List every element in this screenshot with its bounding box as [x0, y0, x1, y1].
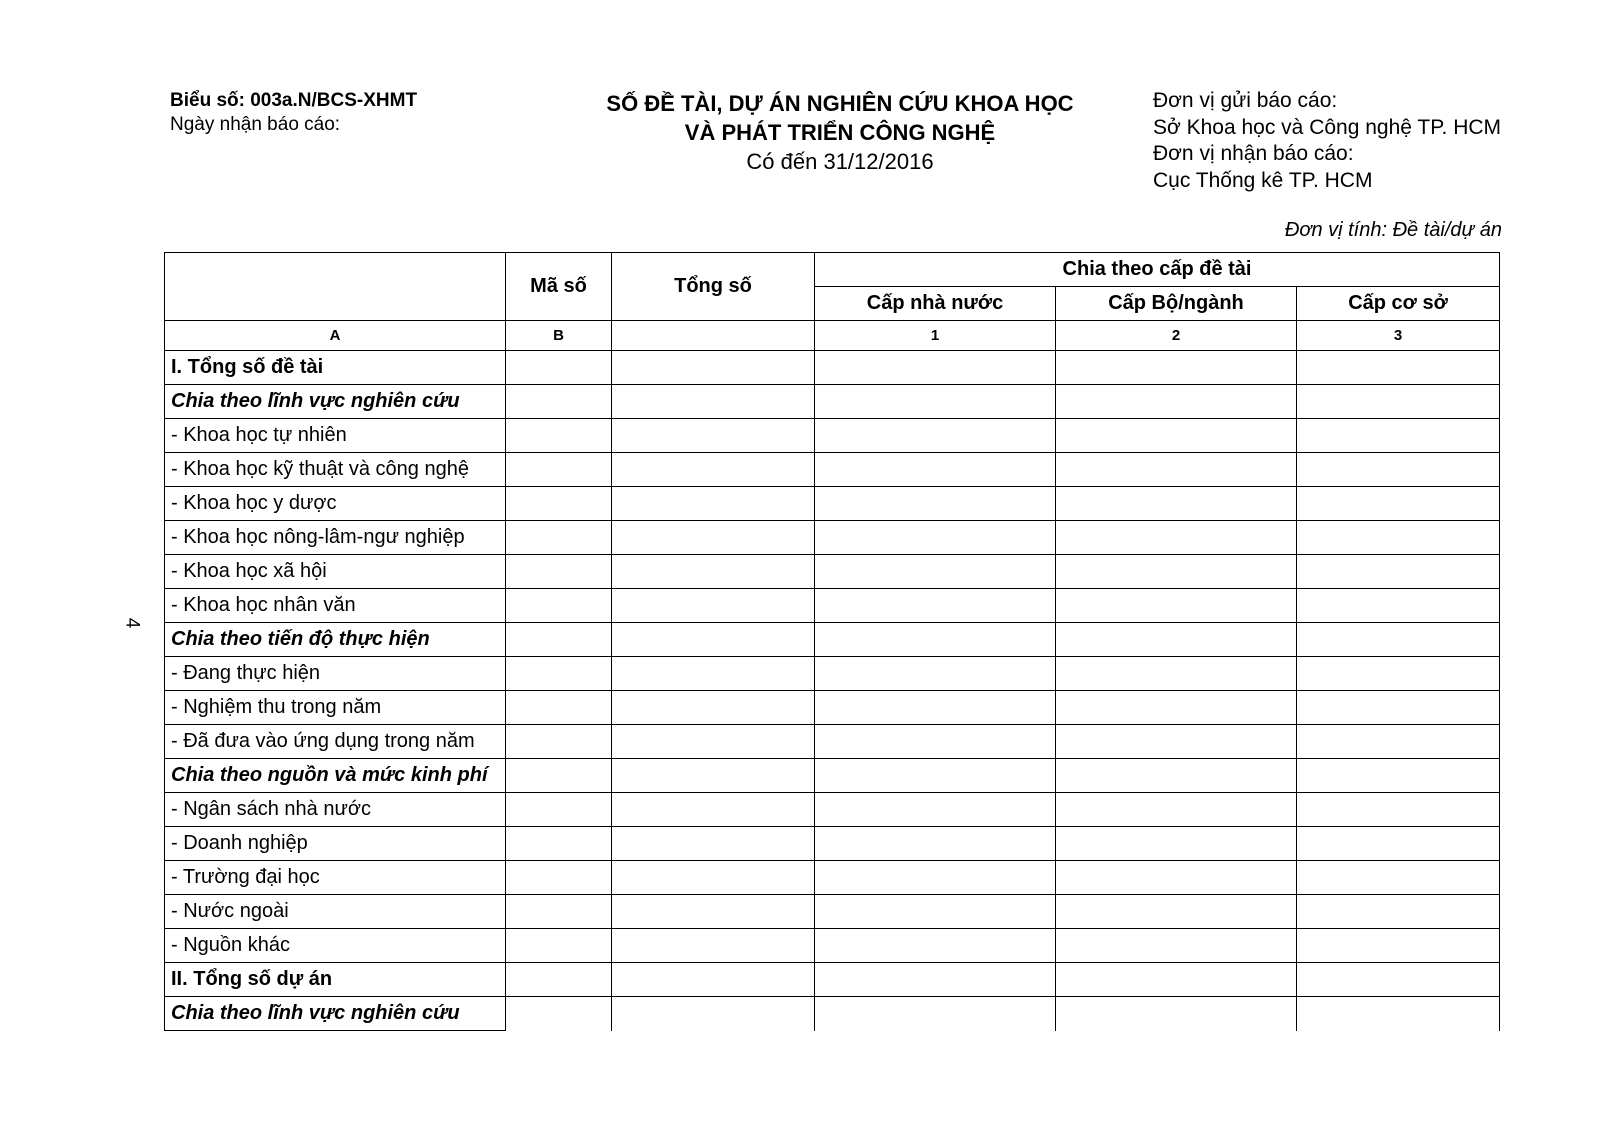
value-cell[interactable]: [1056, 759, 1297, 793]
value-cell[interactable]: [815, 691, 1056, 725]
index-row: [165, 321, 1500, 351]
value-cell[interactable]: [1056, 861, 1297, 895]
value-cell[interactable]: [612, 929, 815, 963]
value-cell[interactable]: [1056, 589, 1297, 623]
report-title-block: [560, 89, 1120, 176]
table-row: [165, 657, 1500, 691]
value-cell[interactable]: [1297, 351, 1500, 385]
value-cell[interactable]: [1297, 997, 1500, 1031]
row-label: - Khoa học xã hội: [165, 555, 506, 589]
row-label: Chia theo lĩnh vực nghiên cứu: [165, 385, 506, 419]
value-cell[interactable]: [1056, 555, 1297, 589]
value-cell[interactable]: [815, 861, 1056, 895]
value-cell[interactable]: [815, 963, 1056, 997]
value-cell[interactable]: [1056, 725, 1297, 759]
value-cell[interactable]: [1056, 623, 1297, 657]
value-cell[interactable]: [506, 793, 612, 827]
value-cell[interactable]: [815, 351, 1056, 385]
value-cell[interactable]: [1056, 997, 1297, 1031]
header-blank-cell: [165, 253, 506, 321]
value-cell[interactable]: [1297, 895, 1500, 929]
value-cell[interactable]: [506, 351, 612, 385]
value-cell[interactable]: [1056, 691, 1297, 725]
value-cell[interactable]: [815, 521, 1056, 555]
row-label: II. Tổng số dự án: [165, 963, 506, 997]
value-cell[interactable]: [1297, 657, 1500, 691]
value-cell[interactable]: [1056, 963, 1297, 997]
value-cell[interactable]: [506, 589, 612, 623]
header-left: [170, 89, 417, 137]
row-label: - Ngân sách nhà nước: [165, 793, 506, 827]
value-cell[interactable]: [815, 793, 1056, 827]
value-cell[interactable]: [815, 657, 1056, 691]
value-cell[interactable]: [815, 997, 1056, 1031]
value-cell[interactable]: [1297, 827, 1500, 861]
value-cell[interactable]: [815, 895, 1056, 929]
value-cell[interactable]: [815, 623, 1056, 657]
table-row: [165, 827, 1500, 861]
value-cell[interactable]: [506, 487, 612, 521]
value-cell[interactable]: [815, 487, 1056, 521]
value-cell[interactable]: [506, 521, 612, 555]
value-cell[interactable]: [506, 997, 612, 1031]
value-cell[interactable]: [815, 589, 1056, 623]
header-total: Tổng số: [612, 253, 815, 321]
value-cell[interactable]: [815, 725, 1056, 759]
table-row: [165, 895, 1500, 929]
report-date: Có đến 31/12/2016: [746, 149, 934, 174]
value-cell[interactable]: [1056, 521, 1297, 555]
row-label: - Đang thực hiện: [165, 657, 506, 691]
row-label: - Đã đưa vào ứng dụng trong năm: [165, 725, 506, 759]
row-label: Chia theo nguồn và mức kinh phí: [165, 759, 506, 793]
page-number: 4: [121, 617, 143, 629]
receiver-label: Đơn vị nhận báo cáo:: [1153, 142, 1354, 165]
value-cell[interactable]: [506, 827, 612, 861]
row-label: I. Tổng số đề tài: [165, 351, 506, 385]
table-row: [165, 759, 1500, 793]
value-cell[interactable]: [612, 419, 815, 453]
value-cell[interactable]: [1056, 793, 1297, 827]
table-row: [165, 997, 1500, 1031]
value-cell[interactable]: [815, 453, 1056, 487]
value-cell[interactable]: [612, 385, 815, 419]
unit-note: Đơn vị tính: Đề tài/dự án: [1284, 219, 1502, 241]
report-table-body: [165, 253, 1500, 1031]
value-cell[interactable]: [1056, 895, 1297, 929]
table-row: [165, 453, 1500, 487]
value-cell[interactable]: [612, 895, 815, 929]
row-label: - Khoa học tự nhiên: [165, 419, 506, 453]
row-label: - Khoa học nhân văn: [165, 589, 506, 623]
value-cell[interactable]: [815, 759, 1056, 793]
value-cell[interactable]: [612, 351, 815, 385]
value-cell[interactable]: [1297, 861, 1500, 895]
form-code: Biểu số: 003a.N/BCS-XHMT: [170, 90, 418, 111]
value-cell[interactable]: [506, 759, 612, 793]
table-row: [165, 419, 1500, 453]
value-cell[interactable]: [506, 419, 612, 453]
row-label: - Trường đại học: [165, 861, 506, 895]
value-cell[interactable]: [506, 555, 612, 589]
row-label: - Nguồn khác: [165, 929, 506, 963]
report-title-line2: VÀ PHÁT TRIỂN CÔNG NGHỆ: [684, 120, 996, 145]
value-cell[interactable]: [612, 861, 815, 895]
index-3: 3: [1297, 321, 1500, 351]
index-b: B: [506, 321, 612, 351]
received-date-label: Ngày nhận báo cáo:: [170, 114, 341, 135]
value-cell[interactable]: [815, 827, 1056, 861]
row-label: - Doanh nghiệp: [165, 827, 506, 861]
table-row: [165, 963, 1500, 997]
value-cell[interactable]: [1056, 487, 1297, 521]
report-table: [164, 252, 1500, 1031]
value-cell[interactable]: [1297, 963, 1500, 997]
header-right: [1153, 88, 1501, 194]
row-label: Chia theo tiến độ thực hiện: [165, 623, 506, 657]
value-cell[interactable]: [1056, 827, 1297, 861]
report-title-line1: SỐ ĐỀ TÀI, DỰ ÁN NGHIÊN CỨU KHOA HỌC: [606, 91, 1074, 116]
table-row: [165, 385, 1500, 419]
header-row-1: [165, 253, 1500, 287]
table-row: [165, 691, 1500, 725]
header-base: Cấp cơ sở: [1297, 287, 1500, 321]
value-cell[interactable]: [506, 895, 612, 929]
table-row: [165, 555, 1500, 589]
header-national: Cấp nhà nước: [815, 287, 1056, 321]
value-cell[interactable]: [815, 929, 1056, 963]
value-cell[interactable]: [815, 385, 1056, 419]
index-a: A: [165, 321, 506, 351]
table-row: [165, 589, 1500, 623]
value-cell[interactable]: [612, 725, 815, 759]
table-row: [165, 861, 1500, 895]
value-cell[interactable]: [612, 691, 815, 725]
value-cell[interactable]: [1297, 555, 1500, 589]
table-row: [165, 793, 1500, 827]
value-cell[interactable]: [612, 555, 815, 589]
value-cell[interactable]: [1297, 419, 1500, 453]
value-cell[interactable]: [612, 963, 815, 997]
row-label: - Khoa học y dược: [165, 487, 506, 521]
value-cell[interactable]: [506, 929, 612, 963]
value-cell[interactable]: [506, 623, 612, 657]
value-cell[interactable]: [815, 419, 1056, 453]
row-label: - Nước ngoài: [165, 895, 506, 929]
value-cell[interactable]: [1297, 385, 1500, 419]
value-cell[interactable]: [1297, 929, 1500, 963]
value-cell[interactable]: [612, 997, 815, 1031]
value-cell[interactable]: [1297, 453, 1500, 487]
sender: Sở Khoa học và Công nghệ TP. HCM: [1153, 115, 1502, 139]
value-cell[interactable]: [1297, 725, 1500, 759]
value-cell[interactable]: [612, 487, 815, 521]
value-cell[interactable]: [612, 657, 815, 691]
table-row: [165, 487, 1500, 521]
header-code: Mã số: [506, 253, 612, 321]
value-cell[interactable]: [506, 691, 612, 725]
value-cell[interactable]: [1056, 453, 1297, 487]
value-cell[interactable]: [506, 963, 612, 997]
value-cell[interactable]: [506, 453, 612, 487]
value-cell[interactable]: [612, 521, 815, 555]
value-cell[interactable]: [506, 725, 612, 759]
receiver: Cục Thống kê TP. HCM: [1153, 168, 1373, 192]
value-cell[interactable]: [612, 827, 815, 861]
value-cell[interactable]: [1297, 623, 1500, 657]
value-cell[interactable]: [1297, 521, 1500, 555]
value-cell[interactable]: [1297, 691, 1500, 725]
value-cell[interactable]: [506, 657, 612, 691]
value-cell[interactable]: [1297, 487, 1500, 521]
value-cell[interactable]: [1297, 793, 1500, 827]
value-cell[interactable]: [1056, 657, 1297, 691]
value-cell[interactable]: [1056, 351, 1297, 385]
table-row: [165, 929, 1500, 963]
header-ministry: Cấp Bộ/ngành: [1056, 287, 1297, 321]
table-row: [165, 725, 1500, 759]
index-2: 2: [1056, 321, 1297, 351]
value-cell[interactable]: [506, 861, 612, 895]
table-row: [165, 351, 1500, 385]
header-group: Chia theo cấp đề tài: [815, 253, 1500, 287]
value-cell[interactable]: [506, 385, 612, 419]
index-blank: [612, 321, 815, 351]
value-cell[interactable]: [612, 793, 815, 827]
value-cell[interactable]: [612, 589, 815, 623]
table-row: [165, 623, 1500, 657]
row-label: - Nghiệm thu trong năm: [165, 691, 506, 725]
value-cell[interactable]: [1297, 589, 1500, 623]
row-label: - Khoa học nông-lâm-ngư nghiệp: [165, 521, 506, 555]
value-cell[interactable]: [612, 623, 815, 657]
value-cell[interactable]: [1056, 929, 1297, 963]
index-1: 1: [815, 321, 1056, 351]
sender-label: Đơn vị gửi báo cáo:: [1153, 89, 1338, 112]
value-cell[interactable]: [1056, 385, 1297, 419]
value-cell[interactable]: [815, 555, 1056, 589]
row-label: Chia theo lĩnh vực nghiên cứu: [165, 997, 506, 1031]
value-cell[interactable]: [612, 759, 815, 793]
value-cell[interactable]: [612, 453, 815, 487]
table-row: [165, 521, 1500, 555]
value-cell[interactable]: [1056, 419, 1297, 453]
value-cell[interactable]: [1297, 759, 1500, 793]
row-label: - Khoa học kỹ thuật và công nghệ: [165, 453, 506, 487]
